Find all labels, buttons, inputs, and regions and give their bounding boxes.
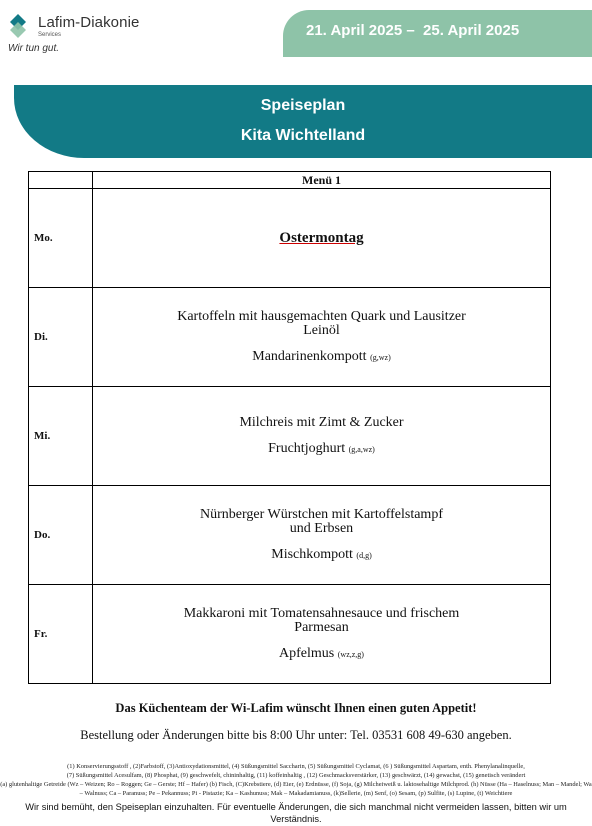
order-info: Bestellung oder Änderungen bitte bis 8:00 Uhr unter: Tel. 03531 608 49-630 angeben. xyxy=(80,728,512,742)
legend-line: (1) Konservierungsstoff , (2)Farbstoff, (3)Antioxydationsmittel, (4) Süßungsmittel Saccharin, (5) Süßungsmittel Cyclamat, (6 ) Süßungsmittel Aspartam, enth. Phenylanalinquelle, xyxy=(67,763,525,770)
main-dish: Milchreis mit Zimt & Zucker xyxy=(239,414,404,430)
appetit-message: Das Küchenteam der Wi-Lafim wünscht Ihnen einen guten Appetit! xyxy=(115,701,477,715)
table-row xyxy=(29,189,551,288)
page-title: Speiseplan xyxy=(260,97,346,114)
title-banner xyxy=(14,85,592,158)
dish-cell xyxy=(93,486,551,585)
side-dish xyxy=(93,647,550,662)
table-header-row xyxy=(29,172,551,189)
page-subtitle: Kita Wichtelland xyxy=(240,127,366,144)
side-dish xyxy=(93,442,550,457)
main-dish: Nürnberger Würstchen mit Kartoffelstampf und Erbsen xyxy=(200,506,443,536)
table-row xyxy=(29,486,551,585)
day-cell: Fr. xyxy=(29,585,93,684)
main-dish: Makkaroni mit Tomatensahnesauce und frischem Parmesan xyxy=(183,605,460,635)
dish-cell xyxy=(93,288,551,387)
side-dish-name: Fruchtjoghurt xyxy=(268,440,346,456)
day-cell: Mo. xyxy=(29,189,93,288)
main-dish: Kartoffeln mit hausgemachten Quark und Lausitzer Leinöl xyxy=(177,308,466,338)
side-dish-name: Mandarinenkompott xyxy=(252,348,367,364)
table-row xyxy=(29,387,551,486)
dish-cell xyxy=(93,387,551,486)
empty-header-cell xyxy=(29,172,93,189)
side-dish-name: Mischkompott xyxy=(271,546,353,562)
menu-table xyxy=(28,171,551,684)
dish-cell xyxy=(93,189,551,288)
day-cell: Mi. xyxy=(29,387,93,486)
lafim-logo xyxy=(8,12,168,58)
menu-column-header: Menü 1 xyxy=(93,172,551,189)
allergen-codes: (d,g) xyxy=(356,550,372,560)
side-dish-name: Apfelmus xyxy=(279,645,335,661)
logo-name: Lafim-Diakonie xyxy=(38,14,140,31)
logo-slogan: Wir tun gut. xyxy=(8,43,60,54)
side-dish xyxy=(93,350,550,365)
logo-subtitle: Services xyxy=(38,32,62,38)
side-dish xyxy=(93,548,550,563)
day-cell: Do. xyxy=(29,486,93,585)
legend-line: (a) glutenhaltige Getreide (Wz – Weizen; Ro – Roggen; Ge – Gerste; Hf – Hafer) (b) Fisch, (C)Krebstiere, (d) Eier, (e) Erdnüsse, (f) Soja, (g) Milcheiweiß u. laktosehaltige Milchprod. (h) Nüsse (Ha – Haselnuss; Man – Mandel; Wa – Walnuss; Ca – Paranuss; Pe – Pekannuss; Pi - Pistazie; Ka – Kashunuss; Mak – Makadamianuss, (k)Sellerie, (m) Senf, (o) Sesam, (p) Sulfite, (s) Lupine, (t) Weichtiere xyxy=(0,781,592,797)
dish-cell xyxy=(93,585,551,684)
allergen-legend xyxy=(0,762,592,798)
day-cell: Di. xyxy=(29,288,93,387)
legend-line: (7) Süßungsmittel Acesulfam, (8) Phosphat, (9) geschwefelt, chininhaltig, (11) koffeinhaltig , (12) Geschmacksverstärker, (13) geschwärzt, (14) gewachst, (15) genetisch verändert xyxy=(66,772,526,779)
allergen-codes: (g,wz) xyxy=(370,352,391,362)
allergen-codes: (wz,z,g) xyxy=(337,649,364,659)
allergen-codes: (g,a,wz) xyxy=(348,444,375,454)
holiday-label: Ostermontag xyxy=(279,230,364,246)
diamond-logo-icon xyxy=(8,12,36,42)
disclaimer-note: Wir sind bemüht, den Speiseplan einzuhalten. Für eventuelle Änderungen, die sich manchmal nicht vermeiden lassen, bitten wir um Verständnis. xyxy=(25,802,567,824)
table-row xyxy=(29,288,551,387)
table-row xyxy=(29,585,551,684)
date-range: 21. April 2025 – 25. April 2025 xyxy=(306,22,520,39)
